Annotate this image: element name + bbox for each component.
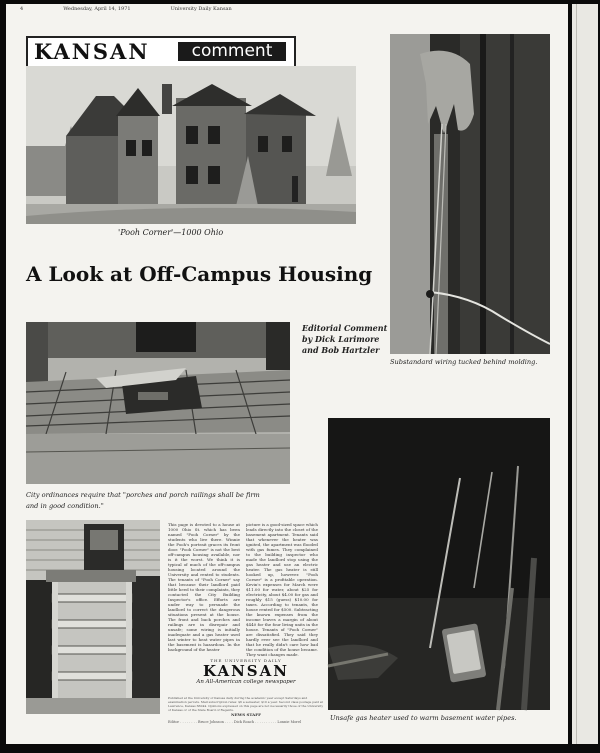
byline-line-3: and Bob Hartzler [302,345,380,355]
photo-porch [26,322,290,484]
flag-tagline: An All-American college newspaper [196,679,296,685]
masthead-comment: comment [178,42,286,61]
news-staff-row: Editor . . . . . . . . Bruce Johnson . . . . Dick Roach . . . . . . . . . . Lonnie Morel [168,720,302,724]
paper-name: University Daily Kansan [170,6,232,12]
caption-house: 'Pooh Corner'—1000 Ohio [118,228,224,237]
caption-heater: Unsafe gas heater used to warm basement water pipes. [330,714,517,722]
byline-line-2: by Dick Larimore [302,334,380,344]
page-number: 4 [20,6,24,12]
flag-name: KANSAN [203,662,289,680]
flag-small: THE UNIVERSITY DAILY [210,658,282,663]
editorial-byline [302,323,387,356]
masthead-kansan: KANSAN [34,39,150,64]
issue-date: Wednesday, April 14, 1971 [63,6,131,12]
article-column-1: This page is devoted to a house at 1000 Ohio St. which has been named "Pooh Corner" by the students who live there. Winnie the Pooh's portrait graces its front door. "Pooh Corner" is not the best off-campus housing available, nor is it the worst. We think it is typical of much of the off-campus housing located around the University and rented to students. The tenants of "Pooh Corner" say that because their landlord paid little heed to their complaints, they contacted the City Building Inspector's office. Efforts are under way to persuade the landlord to correct the dangerous situations present at the house. The front and back porches and railings are in disrepair and unsafe; some wiring is initially inadequate and a gas heater used last winter to heat water pipes in the basement is hazardous. In the background of the heater [168,522,240,652]
caption-porch: City ordinances require that "porches and porch railings shall be firm and in good condition." [26,491,260,510]
caption-wiring: Substandard wiring tucked behind molding. [390,358,538,366]
publication-notice: Published at the University of Kansas daily during the academic year except Saturdays and examination periods. Mail subscription rates: $6 a semester, $10 a year. Second class postage paid at Lawrence, Kansas 66044. Opinions expressed on this page are not necessarily those of the University of Kansas or of the State Board of Regents. [168,696,324,712]
photo-back-stairs [26,520,160,714]
section-masthead [26,36,296,68]
photo-wiring [390,34,550,354]
byline-line-1: Editorial Comment [302,323,388,333]
running-head [20,6,272,12]
article-column-2: picture is a good-sized space which leads directly into the closet of the basement apartment. Tenants said that whenever the heater was ignited, the apartment was flooded with gas fumes. They complained to the building inspector who made the landlord stop using the gas heater and use an electric heater. The gas heater is still hooked up, however. "Pooh Corner" is a profitable operation. Kevin's expenses for March were $11.00 for water, about $25 for electricity, about $4.00 for gas and roughly $15 (guess) $10.00 for taxes. According to tenants, the house rented for $500. Subtracting the known expenses from the income leaves a margin of about $440 for the four living units in the house. Tenants of "Pooh Corner" are dissatisfied. They said they hardly ever see the landlord and that he really didn't care how bad the condition of the house became. They want changes made. [246,522,318,657]
photo-house [26,66,356,224]
photo-gas-heater [328,418,550,710]
article-headline: A Look at Off-Campus Housing [26,262,373,286]
newspaper-flag [168,658,324,685]
news-staff-title: NEWS STAFF [231,712,261,717]
adjacent-page-fold [576,4,595,744]
